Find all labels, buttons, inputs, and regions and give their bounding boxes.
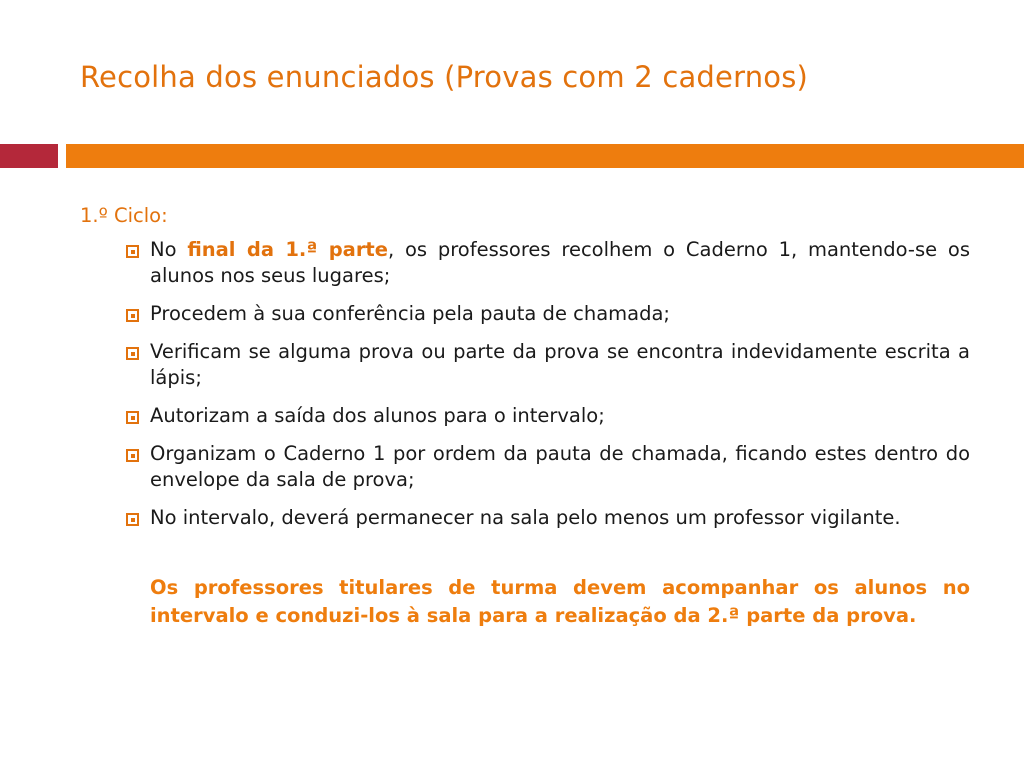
square-bullet-icon (126, 449, 139, 462)
list-item (124, 237, 970, 289)
item-text: Autorizam a saída dos alunos para o intervalo; (150, 404, 605, 427)
list-item (124, 505, 970, 531)
note-paragraph: Os professores titulares de turma devem acompanhar os alunos no intervalo e conduzi-los à sala para a realização da 2.ª parte da prova. (150, 576, 970, 627)
square-bullet-icon (126, 309, 139, 322)
item-text: Organizam o Caderno 1 por ordem da pauta de chamada, ficando estes dentro do envelope da sala de prova; (150, 442, 970, 491)
list-item (124, 403, 970, 429)
slide-title: Recolha dos enunciados (Provas com 2 cadernos) (80, 60, 809, 94)
bullet-list (80, 237, 970, 531)
item-highlight: final da 1.ª parte (187, 238, 388, 261)
square-bullet-icon (126, 245, 139, 258)
item-text: Procedem à sua conferência pela pauta de chamada; (150, 302, 671, 325)
list-item (124, 339, 970, 391)
square-bullet-icon (126, 347, 139, 360)
item-text-post: , os professores recolhem o Caderno 1, mantendo-se os alunos nos seus lugares; (150, 238, 970, 287)
list-item (124, 301, 970, 327)
item-text: Verificam se alguma prova ou parte da prova se encontra indevidamente escrita a lápis; (150, 340, 970, 389)
section-heading: 1.º Ciclo: (80, 204, 168, 227)
decorative-bar-red (0, 144, 58, 168)
square-bullet-icon (126, 411, 139, 424)
decorative-bar-orange (66, 144, 1024, 168)
slide-content (80, 203, 970, 630)
item-text-pre: No (150, 238, 188, 261)
list-item (124, 441, 970, 493)
square-bullet-icon (126, 513, 139, 526)
item-text: No intervalo, deverá permanecer na sala pelo menos um professor vigilante. (150, 506, 901, 529)
